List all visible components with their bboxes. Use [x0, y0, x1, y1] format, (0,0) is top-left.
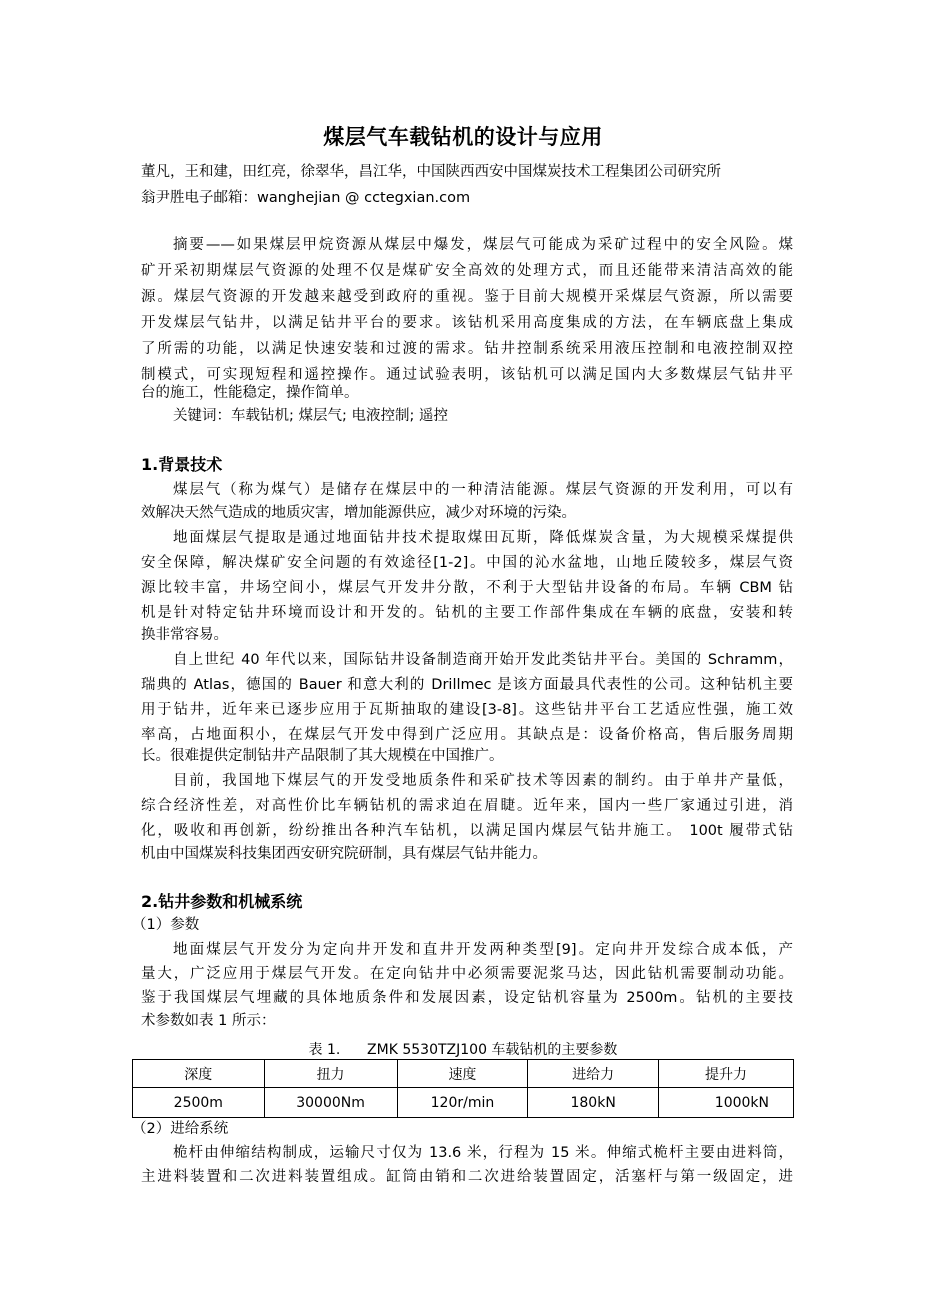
- section-heading: 2.钻井参数和机械系统: [141, 892, 303, 911]
- paragraph-line: 换非常容易。: [141, 627, 228, 643]
- paragraph-line: 地面煤层气开发分为定向井开发和直井开发两种类型[9]。定向井开发综合成本低，产: [173, 942, 793, 958]
- paragraph-line: 目前，我国地下煤层气的开发受地质条件和采矿技术等因素的制约。由于单井产量低，: [173, 773, 793, 789]
- paragraph-line: 桅杆由伸缩结构制成，运输尺寸仅为 13.6 米，行程为 15 米。伸缩式桅杆主要由进料筒，: [173, 1145, 793, 1161]
- table-cell: 1000kN: [658, 1088, 793, 1118]
- paragraph-line: 主进料装置和二次进料装置组成。缸筒由销和二次进给装置固定，活塞杆与第一级固定，进: [141, 1169, 793, 1185]
- paragraph-line: 综合经济性差，对高性价比车辆钻机的需求迫在眉睫。近年来，国内一些厂家通过引进，消: [141, 798, 793, 814]
- table-header-cell: 进给力: [528, 1060, 659, 1088]
- table-caption: 表 1. ZMK 5530TZJ100 车载钻机的主要参数: [308, 1042, 618, 1058]
- abstract-line: 源。煤层气资源的开发越来越受到政府的重视。鉴于目前大规模开采煤层气资源，所以需要: [141, 289, 793, 305]
- table-header-cell: 提升力: [658, 1060, 793, 1088]
- paragraph-line: 机是针对特定钻井环境而设计和开发的。钻机的主要工作部件集成在车辆的底盘，安装和转: [141, 605, 793, 621]
- subsection-heading: （2）进给系统: [132, 1121, 229, 1137]
- keywords: 关键词：车载钻机; 煤层气; 电液控制; 遥控: [173, 408, 448, 424]
- paragraph-line: 机由中国煤炭科技集团西安研究院研制，具有煤层气钻井能力。: [141, 846, 547, 862]
- table-cell: 180kN: [528, 1088, 659, 1118]
- paragraph-line: 地面煤层气提取是通过地面钻井技术提取煤田瓦斯，降低煤炭含量，为大规模采煤提供: [173, 530, 793, 546]
- table-header-row: [133, 1060, 794, 1088]
- table-cell: 120r/min: [397, 1088, 528, 1118]
- abstract-line: 制模式，可实现短程和遥控操作。通过试验表明，该钻机可以满足国内大多数煤层气钻井平: [141, 367, 793, 383]
- paragraph-line: 化，吸收和再创新，纷纷推出各种汽车钻机，以满足国内煤层气钻井施工。 100t 履带式钻: [141, 823, 793, 839]
- paragraph-line: 量大，广泛应用于煤层气开发。在定向钻井中必须需要泥浆马达，因此钻机需要制动功能。: [141, 966, 793, 982]
- abstract-line: 台的施工，性能稳定，操作简单。: [141, 385, 359, 401]
- table-header-cell: 速度: [397, 1060, 528, 1088]
- subsection-heading: （1）参数: [132, 917, 200, 933]
- paragraph-line: 安全保障，解决煤矿安全问题的有效途径[1-2]。中国的沁水盆地，山地丘陵较多，煤层气资: [141, 555, 793, 571]
- paragraph-line: 效解决天然气造成的地质灾害，增加能源供应，减少对环境的污染。: [141, 505, 576, 521]
- email-line: 翁尹胜电子邮箱：wanghejian @ cctegxian.com: [141, 190, 471, 206]
- table-cell: 30000Nm: [264, 1088, 397, 1118]
- abstract-line: 摘要——如果煤层甲烷资源从煤层中爆发，煤层气可能成为采矿过程中的安全风险。煤: [173, 237, 793, 253]
- paragraph-line: 术参数如表 1 所示：: [141, 1013, 276, 1029]
- paragraph-line: 鉴于我国煤层气埋藏的具体地质条件和发展因素，设定钻机容量为 2500m。钻机的主要技: [141, 990, 793, 1006]
- table-header-cell: 扭力: [264, 1060, 397, 1088]
- paragraph-line: 瑞典的 Atlas，德国的 Bauer 和意大利的 Drillmec 是该方面最具代表性的公司。这种钻机主要: [141, 677, 793, 693]
- abstract-line: 了所需的功能，以满足快速安装和过渡的需求。钻井控制系统采用液压控制和电液控制双控: [141, 341, 793, 357]
- author-list: 董凡，王和建，田红亮，徐翠华，昌江华，中国陕西西安中国煤炭技术工程集团公司研究所: [141, 164, 721, 180]
- paper-title: 煤层气车载钻机的设计与应用: [323, 125, 603, 149]
- table-row: [133, 1088, 794, 1118]
- section-heading: 1.背景技术: [141, 455, 223, 474]
- parameters-table: [132, 1059, 794, 1118]
- paragraph-line: 率高，占地面积小，在煤层气开发中得到广泛应用。其缺点是：设备价格高，售后服务周期: [141, 727, 793, 743]
- table-header-cell: 深度: [133, 1060, 265, 1088]
- abstract-line: 开发煤层气钻井，以满足钻井平台的要求。该钻机采用高度集成的方法，在车辆底盘上集成: [141, 315, 793, 331]
- table-cell: 2500m: [133, 1088, 265, 1118]
- paragraph-line: 源比较丰富，井场空间小，煤层气开发井分散，不利于大型钻井设备的布局。车辆 CBM 钻: [141, 580, 793, 596]
- paragraph-line: 自上世纪 40 年代以来，国际钻井设备制造商开始开发此类钻井平台。美国的 Schramm，: [173, 652, 793, 668]
- paragraph-line: 用于钻井，近年来已逐步应用于瓦斯抽取的建设[3-8]。这些钻井平台工艺适应性强，施工效: [141, 702, 793, 718]
- paragraph-line: 煤层气（称为煤气）是储存在煤层中的一种清洁能源。煤层气资源的开发利用，可以有: [173, 482, 793, 498]
- abstract-line: 矿开采初期煤层气资源的处理不仅是煤矿安全高效的处理方式，而且还能带来清洁高效的能: [141, 263, 793, 279]
- paragraph-line: 长。很难提供定制钻井产品限制了其大规模在中国推广。: [141, 748, 504, 764]
